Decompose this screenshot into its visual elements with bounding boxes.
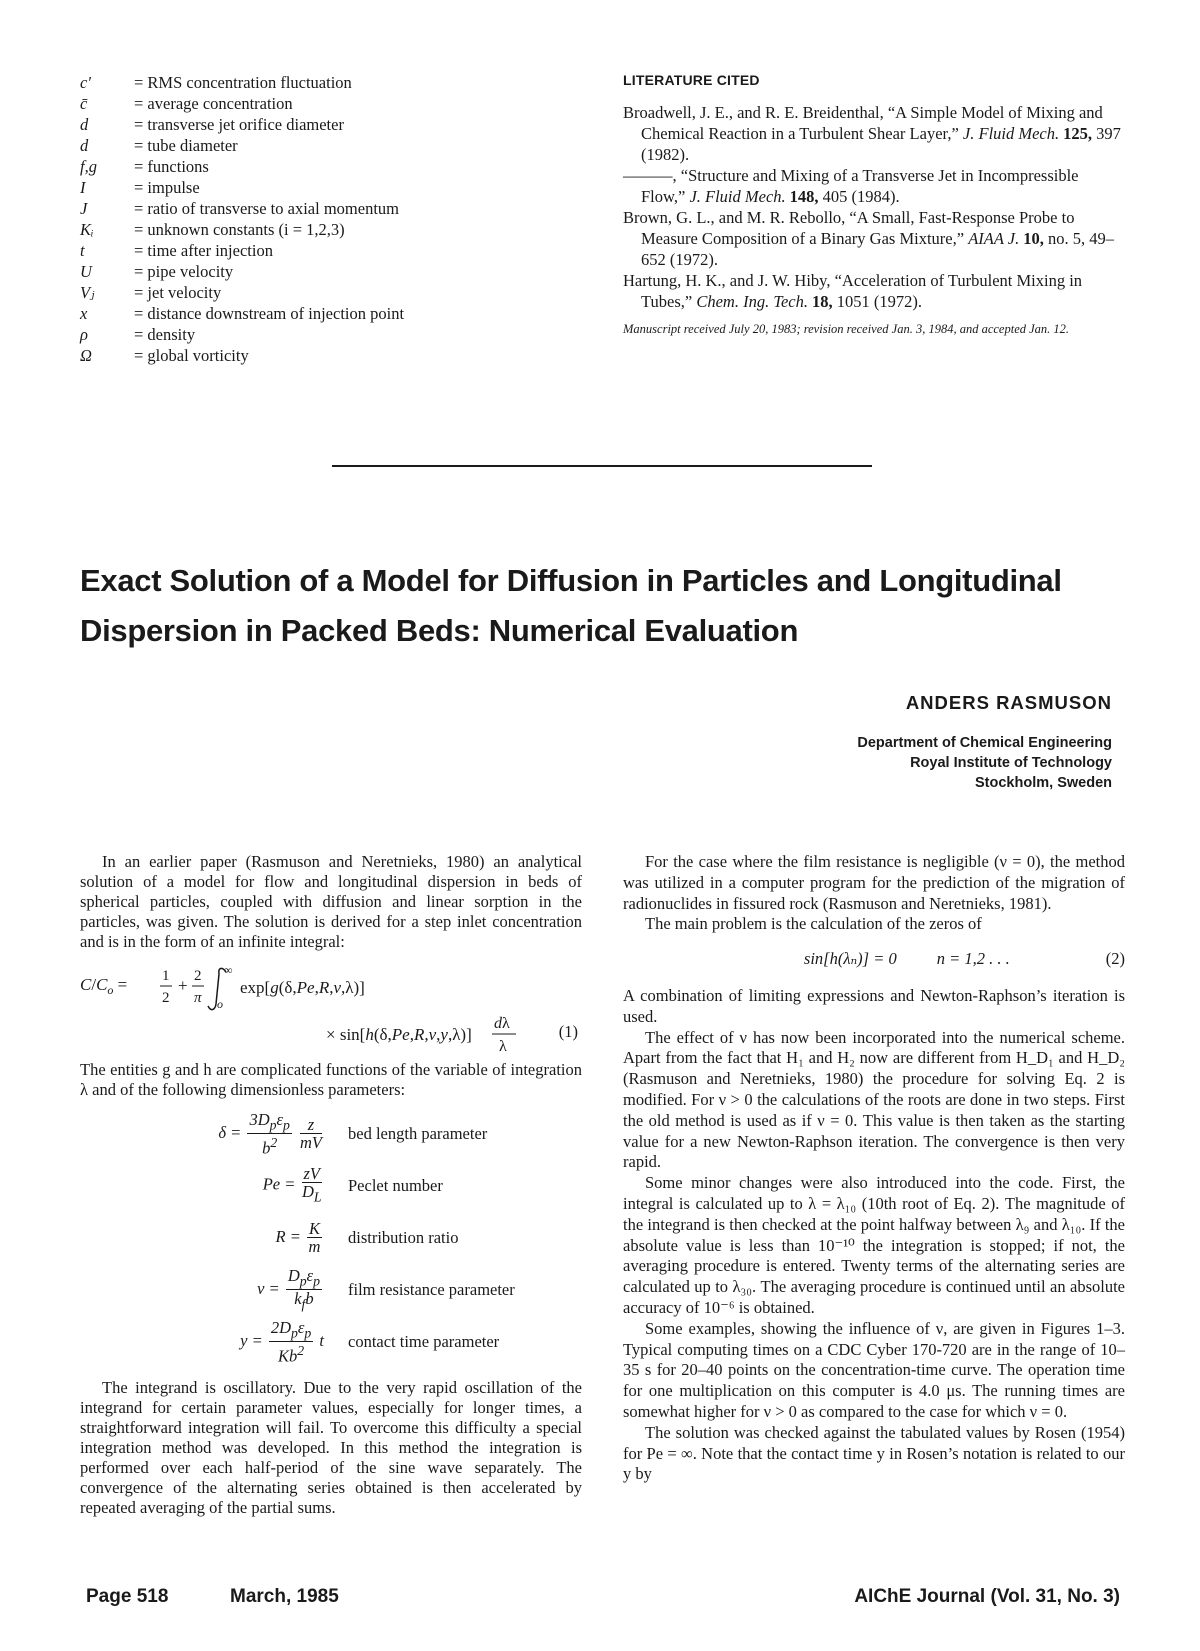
reference-journal: AIAA J. bbox=[968, 229, 1020, 248]
parameter-formula: δ = $\frac{3D_p\varepsilon_p}{b^2}$ $\frac{z}{mV}$ bbox=[218, 1109, 322, 1158]
nomenclature-row bbox=[80, 282, 600, 303]
reference-entry bbox=[623, 165, 1123, 207]
nomenclature-symbol: x bbox=[80, 304, 88, 323]
article-title bbox=[80, 556, 1140, 656]
equation-2 bbox=[623, 949, 1125, 970]
parameter-description: contact time parameter bbox=[348, 1332, 500, 1351]
section-divider bbox=[332, 465, 872, 467]
nomenclature-definition: = average concentration bbox=[134, 94, 293, 113]
reference-pre: Broadwell, J. E., and R. E. Breidenthal, “A Simple Model of Mixing and Chemical Reaction in a Turbulent Shear Layer,” bbox=[623, 103, 1103, 143]
parameter-formula: y = $\frac{2D_p\varepsilon_p}{Kb^2}$ t bbox=[240, 1317, 324, 1366]
issue-date: March, 1985 bbox=[230, 1586, 339, 1607]
nomenclature-symbol: I bbox=[80, 178, 86, 197]
nomenclature-symbol: c̄ bbox=[80, 94, 88, 113]
reference-vol: 148, bbox=[789, 187, 819, 206]
parameter-row bbox=[80, 1160, 582, 1212]
nomenclature-row bbox=[80, 135, 600, 156]
nomenclature-row bbox=[80, 177, 600, 198]
nomenclature-definition: = distance downstream of injection point bbox=[134, 304, 405, 323]
affiliation-line: Royal Institute of Technology bbox=[910, 755, 1112, 771]
paragraph: The solution was checked against the tabulated values by Rosen (1954) for Pe = ∞. Note that the contact time y in Rosen’s notation is related to our y by bbox=[623, 1422, 1125, 1484]
nomenclature-symbol: Vⱼ bbox=[80, 283, 95, 302]
nomenclature-row bbox=[80, 72, 600, 93]
nomenclature-definition: = density bbox=[134, 325, 196, 344]
right-column bbox=[623, 852, 1125, 1485]
reference-pre: ———, “Structure and Mixing of a Transverse Jet in Incompressible Flow,” bbox=[623, 166, 1079, 206]
title-line-2: Dispersion in Packed Beds: Numerical Evaluation bbox=[80, 613, 799, 648]
parameter-symbol: δ bbox=[218, 1122, 227, 1142]
reference-journal: Chem. Ing. Tech. bbox=[696, 292, 809, 311]
svg-text:× sin[h(δ,Pe,R,ν,y,λ)]: × sin[h(δ,Pe,R,ν,y,λ)] bbox=[326, 1025, 472, 1044]
parameter-row bbox=[80, 1212, 582, 1264]
reference-journal: J. Fluid Mech. bbox=[689, 187, 786, 206]
nomenclature-definition: = functions bbox=[134, 157, 209, 176]
nomenclature-symbol: d bbox=[80, 115, 89, 134]
svg-text:2: 2 bbox=[162, 990, 170, 1006]
parameter-table bbox=[80, 1108, 582, 1368]
paragraph: The integrand is oscillatory. Due to the very rapid oscillation of the integrand for certain parameter values, especially for longer times, a straightforward integration will fail. To overcome this difficulty a special integration method was developed. In this method the integration is performed over each half-period of the sine wave separately. The convergence of the alternating series obtained is then accelerated by repeated averaging of the partial sums. bbox=[80, 1378, 582, 1517]
svg-text:π: π bbox=[194, 990, 202, 1006]
manuscript-note: Manuscript received July 20, 1983; revision received Jan. 3, 1984, and accepted Jan. 12. bbox=[623, 322, 1070, 336]
nomenclature-definition: = jet velocity bbox=[134, 283, 222, 302]
svg-text:∞: ∞ bbox=[224, 963, 233, 977]
equation-2-range: n = 1,2 . . . bbox=[936, 949, 1010, 969]
equation-2-label: (2) bbox=[1105, 949, 1125, 969]
parameter-symbol: ν bbox=[257, 1278, 265, 1298]
nomenclature-definition: = unknown constants (i = 1,2,3) bbox=[134, 220, 345, 239]
parameter-symbol: R bbox=[275, 1226, 286, 1246]
paragraph: The entities g and h are complicated functions of the variable of integration λ and of the following dimensionless parameters: bbox=[80, 1060, 582, 1099]
svg-text:o: o bbox=[217, 997, 223, 1011]
literature-heading: LITERATURE CITED bbox=[623, 72, 760, 88]
equation-1-graphic bbox=[80, 960, 582, 1054]
parameter-formula: Pe = $\frac{zV}{D_L}$ bbox=[262, 1164, 322, 1205]
nomenclature-row bbox=[80, 219, 600, 240]
nomenclature-definition: = impulse bbox=[134, 178, 200, 197]
svg-text:2: 2 bbox=[194, 968, 202, 984]
nomenclature-row bbox=[80, 261, 600, 282]
nomenclature-definition: = RMS concentration fluctuation bbox=[134, 73, 352, 92]
nomenclature-row bbox=[80, 93, 600, 114]
literature-cited bbox=[623, 72, 1123, 336]
parameter-description: Peclet number bbox=[348, 1176, 443, 1195]
reference-post: 1051 (1972). bbox=[832, 292, 923, 311]
paragraph: In an earlier paper (Rasmuson and Neretnieks, 1980) an analytical solution of a model for flow and longitudinal dispersion in beds of spherical particles, coupled with diffusion and linear sorption in the particles, was given. The solution is derived for a step inlet concentration and is in the form of an infinite integral: bbox=[80, 852, 582, 951]
reference-post: 405 (1984). bbox=[818, 187, 900, 206]
svg-text:+: + bbox=[178, 976, 188, 995]
reference-entry bbox=[623, 270, 1123, 312]
reference-entry bbox=[623, 207, 1123, 270]
journal-citation: AIChE Journal (Vol. 31, No. 3) bbox=[854, 1586, 1120, 1607]
reference-vol: 10, bbox=[1023, 229, 1044, 248]
reference-journal: J. Fluid Mech. bbox=[962, 124, 1060, 143]
nomenclature-symbol: U bbox=[80, 262, 92, 281]
affiliation-line: Department of Chemical Engineering bbox=[857, 735, 1112, 751]
nomenclature-definition: = ratio of transverse to axial momentum bbox=[134, 199, 399, 218]
paragraph: A combination of limiting expressions and Newton-Raphson’s iteration is used. bbox=[623, 985, 1125, 1026]
nomenclature-symbol: c′ bbox=[80, 73, 91, 92]
nomenclature-definition: = time after injection bbox=[134, 241, 273, 260]
equation-1 bbox=[80, 960, 582, 1054]
nomenclature-definition: = global vorticity bbox=[134, 346, 249, 365]
nomenclature-symbol: t bbox=[80, 241, 85, 260]
nomenclature-row bbox=[80, 114, 600, 135]
title-line-1: Exact Solution of a Model for Diffusion in Particles and Longitudinal bbox=[80, 563, 1062, 598]
parameter-description: distribution ratio bbox=[348, 1228, 459, 1247]
reference-pre: Hartung, H. K., and J. W. Hiby, “Acceleration of Turbulent Mixing in Tubes,” bbox=[623, 271, 1083, 311]
nomenclature-row bbox=[80, 345, 600, 366]
equation-2-expression: sin[h(λₙ)] = 0 bbox=[803, 949, 897, 969]
reference-pre: Brown, G. L., and M. R. Rebollo, “A Small, Fast-Response Probe to Measure Composition of a Binary Gas Mixture,” bbox=[623, 208, 1075, 248]
reference-vol: 125, bbox=[1063, 124, 1093, 143]
nomenclature-row bbox=[80, 198, 600, 219]
affiliation-line: Stockholm, Sweden bbox=[975, 775, 1112, 791]
nomenclature-list bbox=[80, 72, 600, 366]
reference-list bbox=[623, 102, 1123, 312]
nomenclature-symbol: Kᵢ bbox=[80, 220, 94, 239]
nomenclature-row bbox=[80, 303, 600, 324]
parameter-row bbox=[80, 1108, 582, 1160]
nomenclature-definition: = tube diameter bbox=[134, 136, 238, 155]
nomenclature-symbol: Ω bbox=[80, 346, 92, 365]
parameter-formula: R = $\frac{K}{m}$ bbox=[275, 1219, 321, 1256]
paragraph: Some minor changes were also introduced into the code. First, the integral is calculated up to λ = λ₁₀ (10th root of Eq. 2). The magnitude of the integrand is then checked at the point halfway between λ₉ and λ₁₀. If the absolute value is less than 10⁻¹⁰ the integration is stopped; if not, the averaging procedure is entered. Twenty terms of the alternating series are calculated up to λ₃₀. The averaging procedure is continued until an absolute accuracy of 10⁻⁶ is obtained. bbox=[623, 1173, 1125, 1317]
nomenclature-symbol: J bbox=[80, 199, 88, 218]
nomenclature-definition: = pipe velocity bbox=[134, 262, 234, 281]
nomenclature-symbol: ρ bbox=[80, 325, 88, 344]
parameter-symbol: Pe bbox=[262, 1174, 281, 1194]
reference-entry bbox=[623, 102, 1123, 165]
equation-1-label: (1) bbox=[558, 1022, 578, 1041]
author-name: ANDERS RASMUSON bbox=[905, 692, 1112, 713]
svg-text:exp[g(δ,Pe,R,ν,λ)]: exp[g(δ,Pe,R,ν,λ)] bbox=[240, 978, 365, 997]
paragraph: For the case where the film resistance is negligible (ν = 0), the method was utilized in a computer program for the prediction of the migration of radionuclides in fissured rock (Rasmuson and Neretnieks, 1981). bbox=[623, 852, 1125, 913]
parameter-symbol: y bbox=[240, 1330, 248, 1350]
svg-text:1: 1 bbox=[162, 968, 170, 984]
paragraph: The effect of ν has now been incorporated into the numerical scheme. Apart from the fact that H₁ and H₂ now are different from H_D₁ and H_D₂ (Rasmuson and Neretnieks, 1980) the procedure for solving Eq. 2 is modified. For ν > 0 the calculations of the roots are done in two steps. First the old method is used as if ν = 0. This value is then taken as the starting value for a new Newton-Raphson iteration. The convergence is then very rapid. bbox=[623, 1027, 1125, 1172]
nomenclature-symbol: f,g bbox=[80, 157, 97, 176]
parameter-row bbox=[80, 1316, 582, 1368]
reference-vol: 18, bbox=[812, 292, 833, 311]
parameter-description: bed length parameter bbox=[348, 1124, 488, 1143]
author-affiliation bbox=[857, 733, 1112, 793]
paragraph: The main problem is the calculation of the zeros of bbox=[645, 914, 982, 934]
nomenclature-row bbox=[80, 324, 600, 345]
svg-text:C/Co =: $C/C_o$ = bbox=[80, 975, 128, 997]
page-number: Page 518 bbox=[86, 1586, 169, 1607]
parameter-formula: ν = $\frac{D_p\varepsilon_p}{k_fb}$ bbox=[257, 1265, 320, 1312]
svg-text:dλ: dλ bbox=[494, 1015, 510, 1032]
nomenclature-symbol: d bbox=[80, 136, 89, 155]
paragraph: Some examples, showing the influence of ν, are given in Figures 1–3. Typical computing times on a CDC Cyber 170-720 are in the range of 10–35 s for 20–40 points on the concentration-time curve. The operation time for one multiplication on this computer is 4.0 μs. The running times are somewhat higher for ν > 0 as compared to the case for which ν = 0. bbox=[623, 1318, 1125, 1421]
left-column bbox=[80, 852, 582, 1518]
nomenclature-row bbox=[80, 156, 600, 177]
nomenclature-row bbox=[80, 240, 600, 261]
parameter-row bbox=[80, 1264, 582, 1316]
svg-text:λ: λ bbox=[499, 1038, 507, 1054]
nomenclature-definition: = transverse jet orifice diameter bbox=[134, 115, 344, 134]
reference-post: 397 (1982). bbox=[641, 124, 1121, 164]
parameter-description: film resistance parameter bbox=[348, 1280, 515, 1299]
reference-post: no. 5, 49–652 (1972). bbox=[641, 229, 1114, 269]
